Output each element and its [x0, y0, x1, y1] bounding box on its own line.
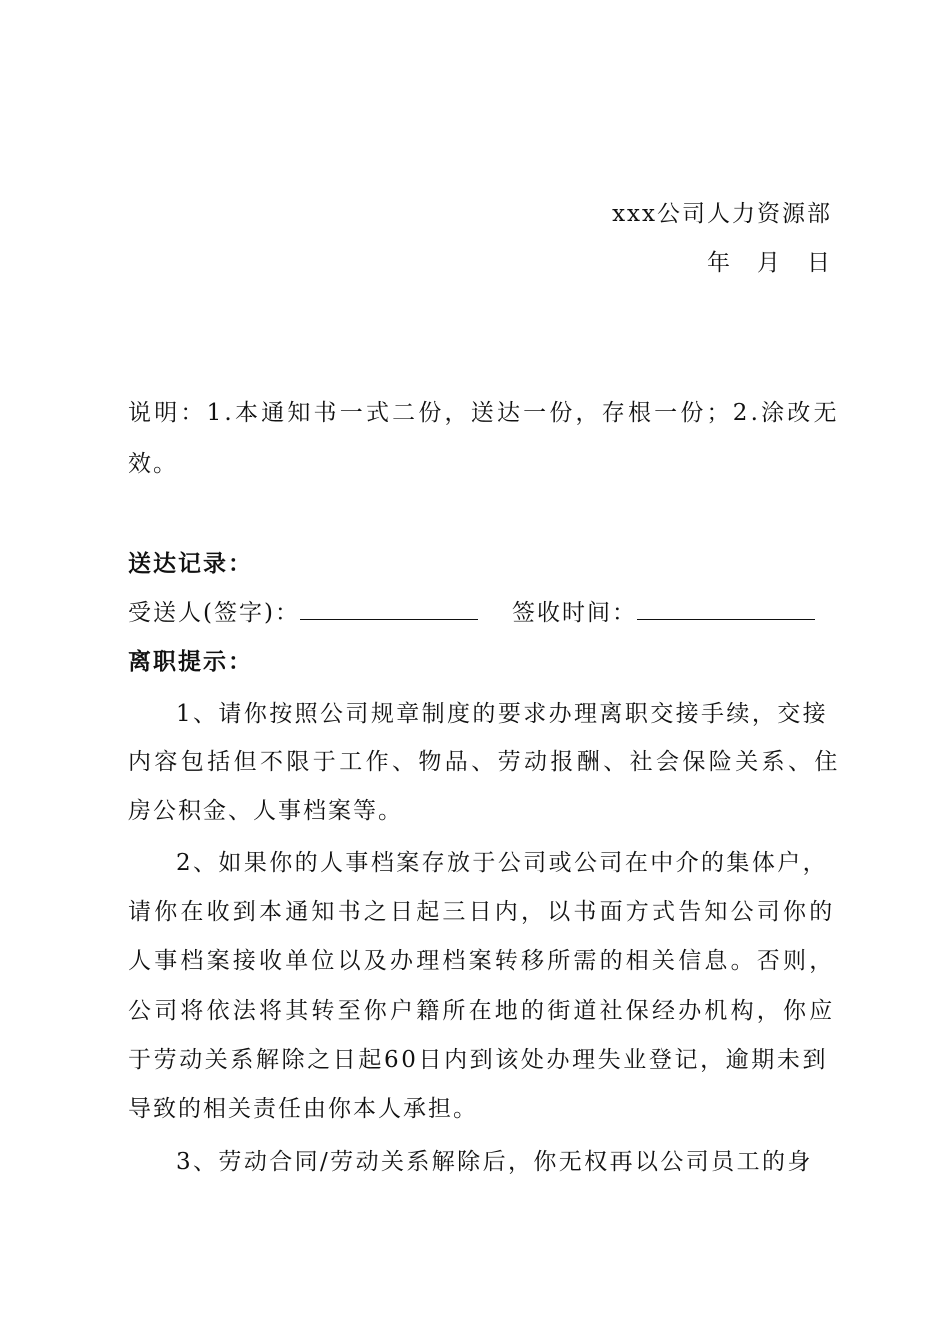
note-line-1: 说明：1.本通知书一式二份，送达一份，存根一份；2.涂改无 [128, 400, 840, 426]
tip-2-line-1: 2、如果你的人事档案存放于公司或公司在中介的集体户， [176, 850, 829, 876]
tip-2-line-4: 公司将依法将其转至你户籍所在地的街道社保经办机构，你应 [128, 998, 836, 1024]
receipt-time-row [512, 597, 815, 628]
tip-1-line-3: 房公积金、人事档案等。 [128, 798, 403, 824]
tip-2-line-5: 于劳动关系解除之日起60日内到该处办理失业登记，逾期未到 [128, 1047, 829, 1073]
tip-3-line-1: 3、劳动合同/劳动关系解除后，你无权再以公司员工的身 [176, 1149, 813, 1175]
recipient-signature-blank [300, 597, 478, 620]
delivery-heading: 送达记录： [128, 551, 253, 577]
tip-2-line-2: 请你在收到本通知书之日起三日内，以书面方式告知公司你的 [128, 899, 836, 925]
note-line-2: 效。 [128, 451, 178, 477]
tips-heading: 离职提示： [128, 649, 253, 675]
company-signature: xxx公司人力资源部 [612, 201, 832, 227]
delivery-record-row [128, 597, 478, 628]
tip-1-line-1: 1、请你按照公司规章制度的要求办理离职交接手续，交接 [176, 701, 829, 727]
tip-2-line-3: 人事档案接收单位以及办理档案转移所需的相关信息。否则， [128, 948, 836, 974]
date-line: 年 月 日 [707, 250, 832, 276]
recipient-label: 受送人(签字)： [128, 600, 300, 626]
tip-2-line-6: 导致的相关责任由你本人承担。 [128, 1096, 478, 1122]
receipt-time-label: 签收时间： [512, 600, 637, 626]
tip-1-line-2: 内容包括但不限于工作、物品、劳动报酬、社会保险关系、住 [128, 749, 841, 775]
receipt-time-blank [637, 597, 815, 620]
